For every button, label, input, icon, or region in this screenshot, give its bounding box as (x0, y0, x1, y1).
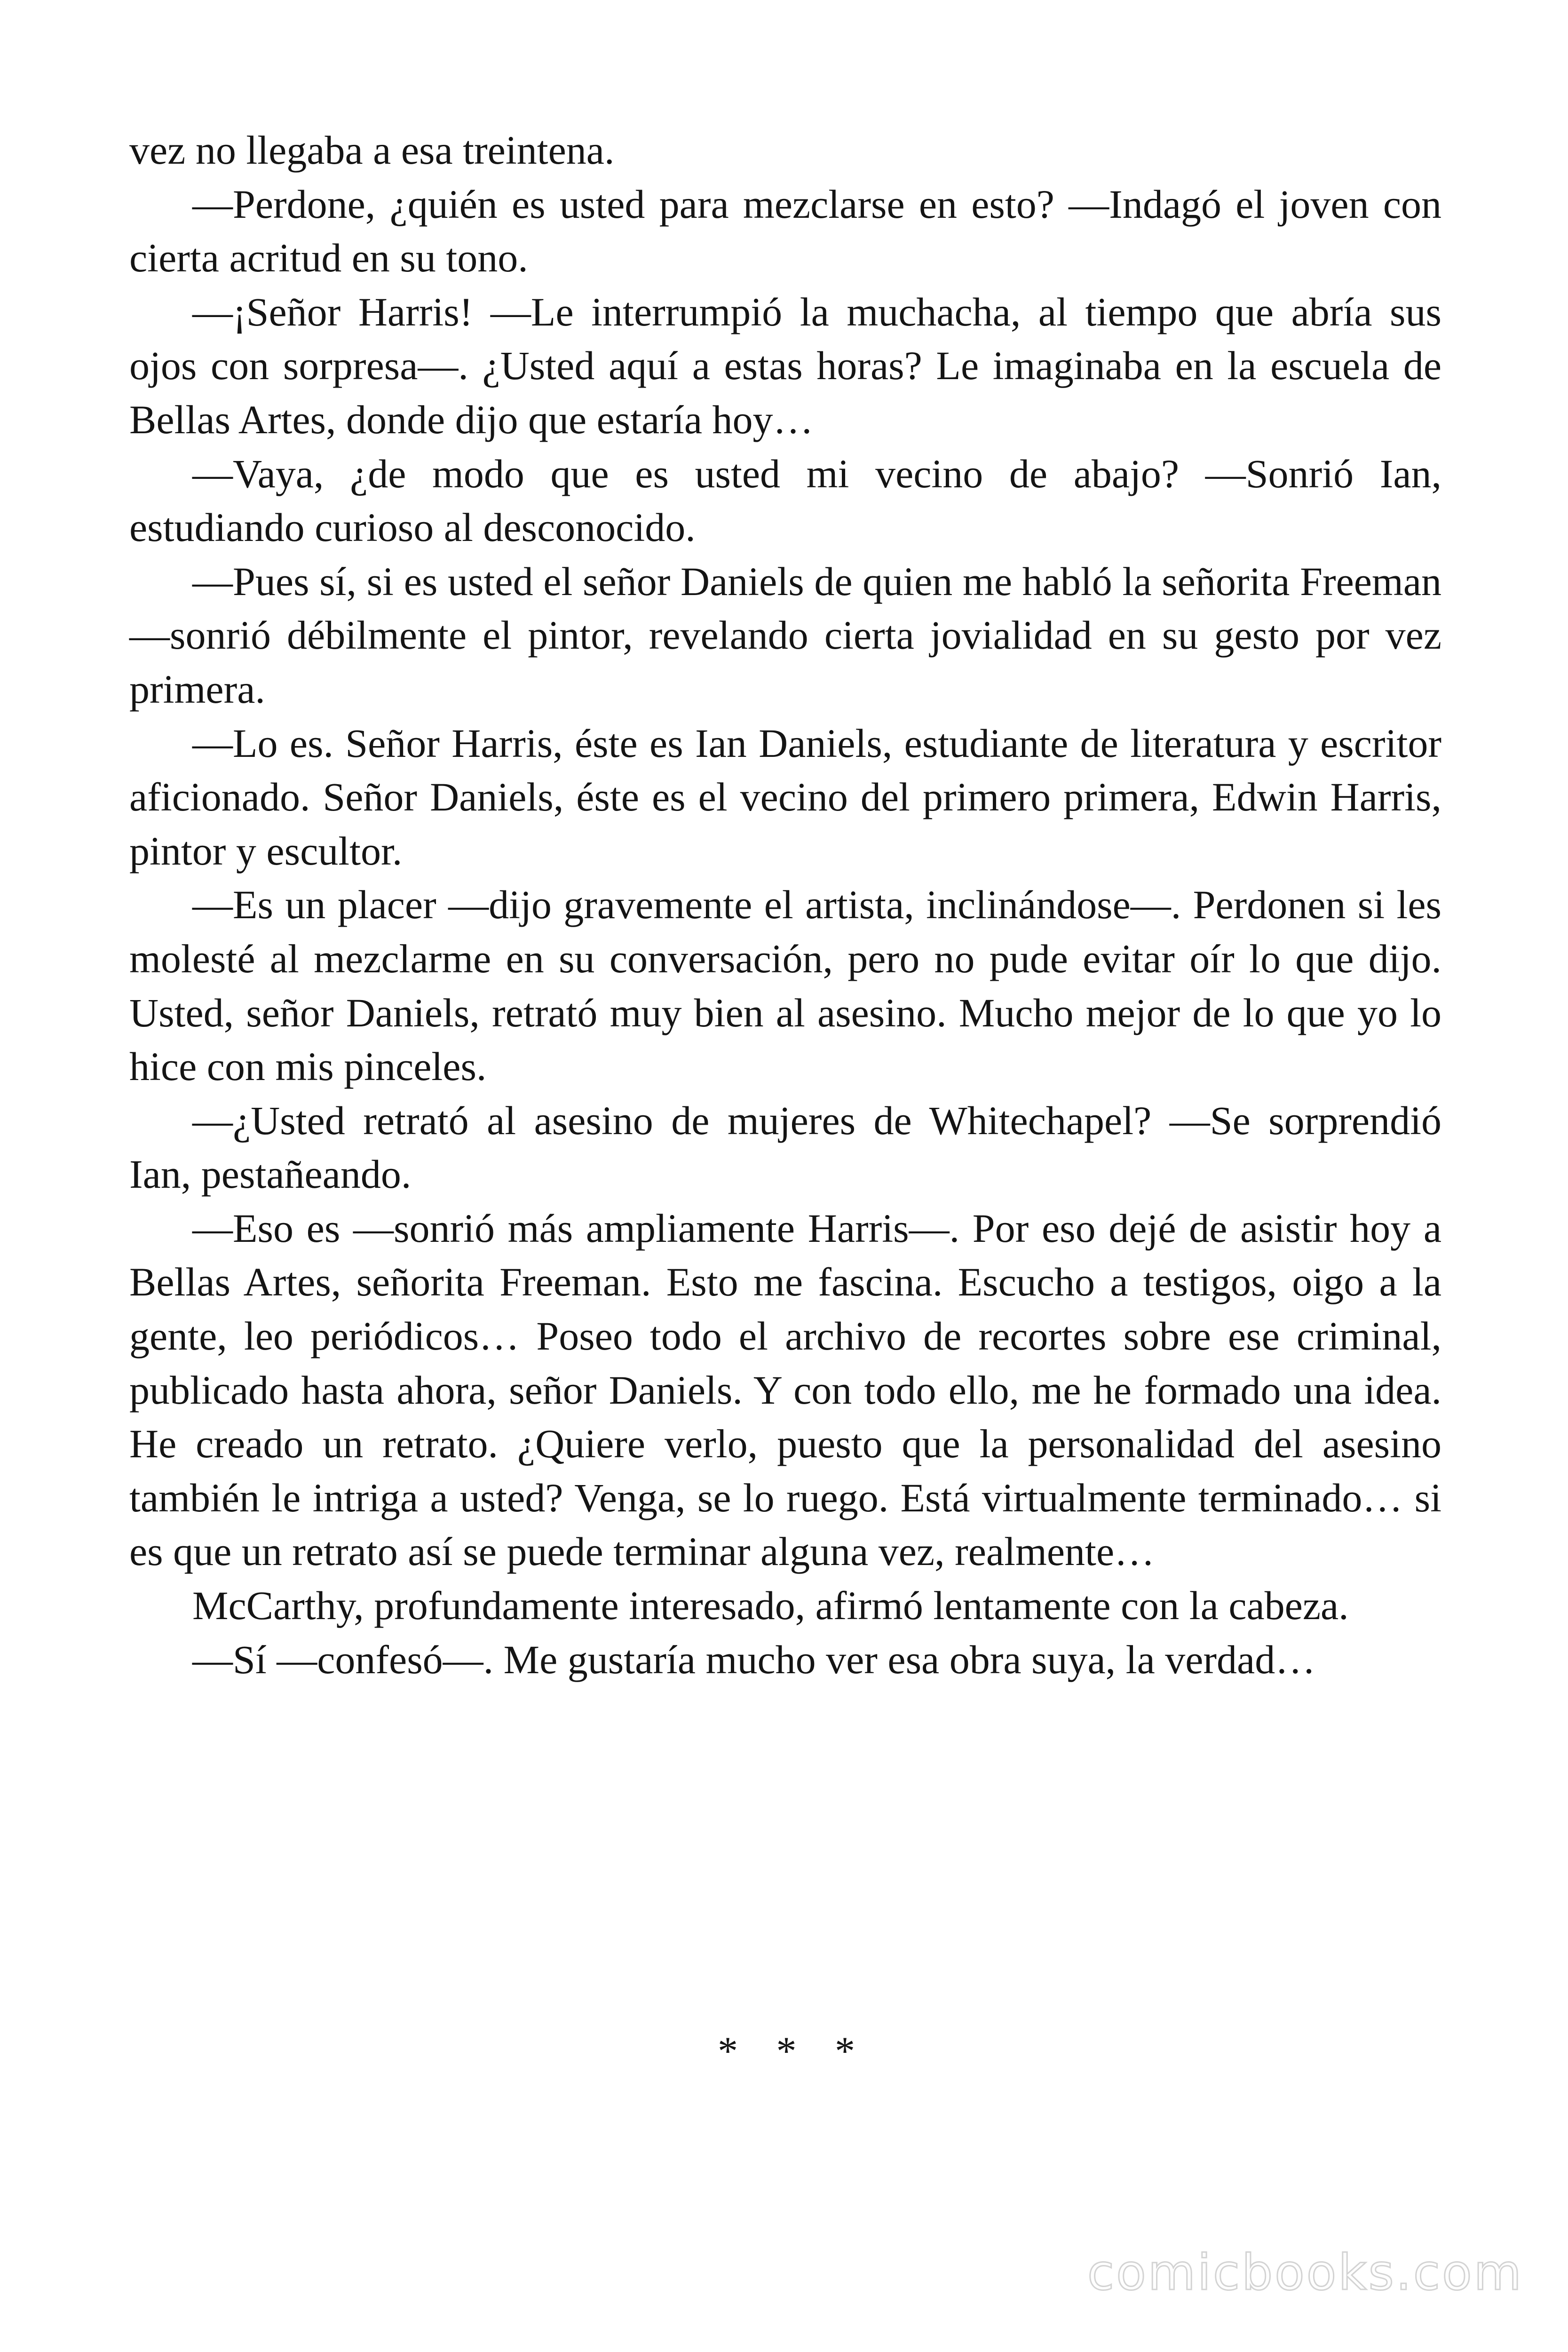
paragraph: —Lo es. Señor Harris, éste es Ian Daniels, estudiante de literatura y escritor aficionado. Señor Daniels, éste es el vecino del primero primera, Edwin Harris, pintor y escultor. (129, 720, 1441, 874)
paragraph: —Pues sí, si es usted el señor Daniels de quien me habló la señorita Freeman —sonrió débilmente el pintor, revelando cierta jovialidad en su gesto por vez primera. (129, 558, 1441, 712)
scene-break-separator: * * * (718, 2028, 869, 2074)
page-body (129, 123, 1441, 1686)
paragraph: McCarthy, profundamente interesado, afirmó lentamente con la cabeza. (192, 1583, 1349, 1629)
paragraph: —¡Señor Harris! —Le interrumpió la muchacha, al tiempo que abría sus ojos con sorpresa—. ¿Usted aquí a estas horas? Le imaginaba en la escuela de Bellas Artes, donde dijo que estaría hoy… (129, 289, 1441, 442)
paragraph: vez no llegaba a esa treintena. (129, 127, 615, 173)
paragraph: —Eso es —sonrió más ampliamente Harris—. Por eso dejé de asistir hoy a Bellas Artes, señorita Freeman. Esto me fascina. Escucho a testigos, oigo a la gente, leo periódicos… Poseo todo el archivo de recortes sobre ese criminal, publicado hasta ahora, señor Daniels. Y con todo ello, me he formado una idea. He creado un retrato. ¿Quiere verlo, puesto que la personalidad del asesino también le intriga a usted? Venga, se lo ruego. Está virtualmente terminado… si es que un retrato así se puede terminar alguna vez, realmente… (129, 1205, 1441, 1574)
paragraph: —Vaya, ¿de modo que es usted mi vecino de abajo? —Sonrió Ian, estudiando curioso al desconocido. (129, 451, 1441, 550)
paragraph: —Perdone, ¿quién es usted para mezclarse en esto? —Indagó el joven con cierta acritud en su tono. (129, 181, 1441, 281)
watermark: comicbooks.com (1087, 2244, 1523, 2301)
paragraph: —Es un placer —dijo gravemente el artista, inclinándose—. Perdonen si les molesté al mezclarme en su conversación, pero no pude evitar oír lo que dijo. Usted, señor Daniels, retrató muy bien al asesino. Mucho mejor de lo que yo lo hice con mis pinceles. (129, 882, 1441, 1089)
paragraph: —¿Usted retrató al asesino de mujeres de Whitechapel? —Se sorprendió Ian, pestañeando. (129, 1097, 1441, 1197)
paragraph: —Sí —confesó—. Me gustaría mucho ver esa obra suya, la verdad… (192, 1637, 1316, 1682)
